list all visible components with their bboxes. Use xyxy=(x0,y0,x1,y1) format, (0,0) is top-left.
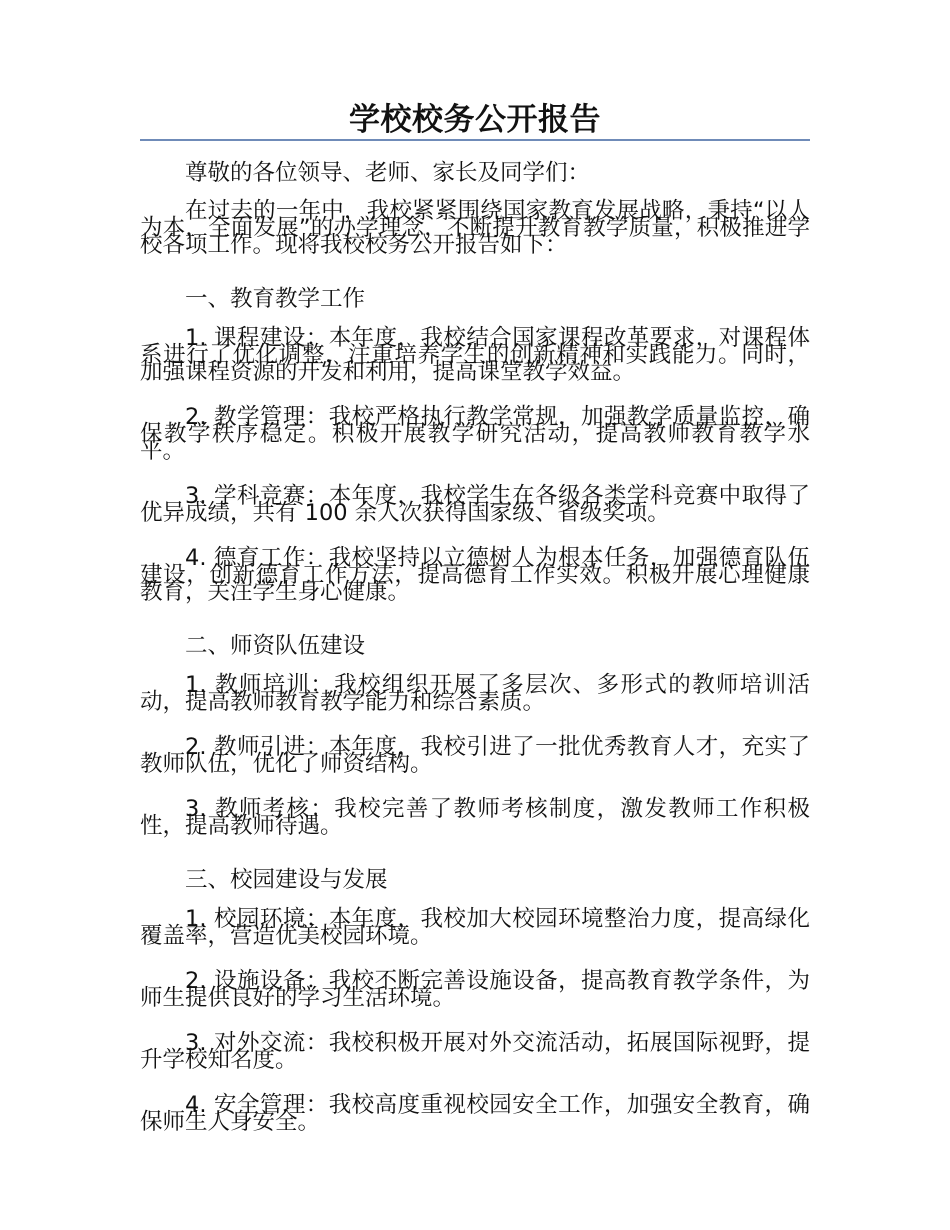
section-item: 1. 教师培训：我校组织开展了多层次、多形式的教师培训活动，提高教师教育教学能力和综合素质。 xyxy=(140,672,810,715)
section-item: 4. 德育工作：我校坚持以立德树人为根本任务，加强德育队伍建设，创新德育工作方法，提高德育工作实效。积极开展心理健康教育，关注学生身心健康。 xyxy=(140,545,810,605)
section-heading: 一、教育教学工作 xyxy=(185,286,366,312)
section-item: 1. 课程建设：本年度，我校结合国家课程改革要求，对课程体系进行了优化调整，注重培养学生的创新精神和实践能力。同时，加强课程资源的开发和利用，提高课堂教学效益。 xyxy=(140,325,810,385)
greeting: 尊敬的各位领导、老师、家长及同学们： xyxy=(185,160,591,186)
section-item: 2. 教师引进：本年度，我校引进了一批优秀教育人才，充实了教师队伍，优化了师资结构。 xyxy=(140,734,810,777)
document-title: 学校校务公开报告 xyxy=(349,102,601,138)
section-item: 3. 学科竞赛：本年度，我校学生在各级各类学科竞赛中取得了优异成绩，共有 100 余人次获得国家级、省级奖项。 xyxy=(140,483,810,526)
section-item: 3. 对外交流：我校积极开展对外交流活动，拓展国际视野，提升学校知名度。 xyxy=(140,1030,810,1073)
section-heading: 三、校园建设与发展 xyxy=(185,867,388,893)
intro-paragraph: 在过去的一年中，我校紧紧围绕国家教育发展战略，秉持“以人为本，全面发展”的办学理念，不断提升教育教学质量，积极推进学校各项工作。现将我校校务公开报告如下： xyxy=(140,198,810,258)
section-item: 2. 教学管理：我校严格执行教学常规，加强教学质量监控，确保教学秩序稳定。积极开展教学研究活动，提高教师教育教学水平。 xyxy=(140,404,810,464)
document-body xyxy=(140,156,810,1159)
section-item: 2. 设施设备：我校不断完善设施设备，提高教育教学条件，为师生提供良好的学习生活环境。 xyxy=(140,968,810,1011)
title-underline xyxy=(140,139,810,141)
section-item: 3. 教师考核：我校完善了教师考核制度，激发教师工作积极性，提高教师待遇。 xyxy=(140,796,810,839)
section-item: 4. 安全管理：我校高度重视校园安全工作，加强安全教育，确保师生人身安全。 xyxy=(140,1092,810,1135)
section-heading: 二、师资队伍建设 xyxy=(185,633,366,659)
section-item: 1. 校园环境：本年度，我校加大校园环境整治力度，提高绿化覆盖率，营造优美校园环境。 xyxy=(140,906,810,949)
